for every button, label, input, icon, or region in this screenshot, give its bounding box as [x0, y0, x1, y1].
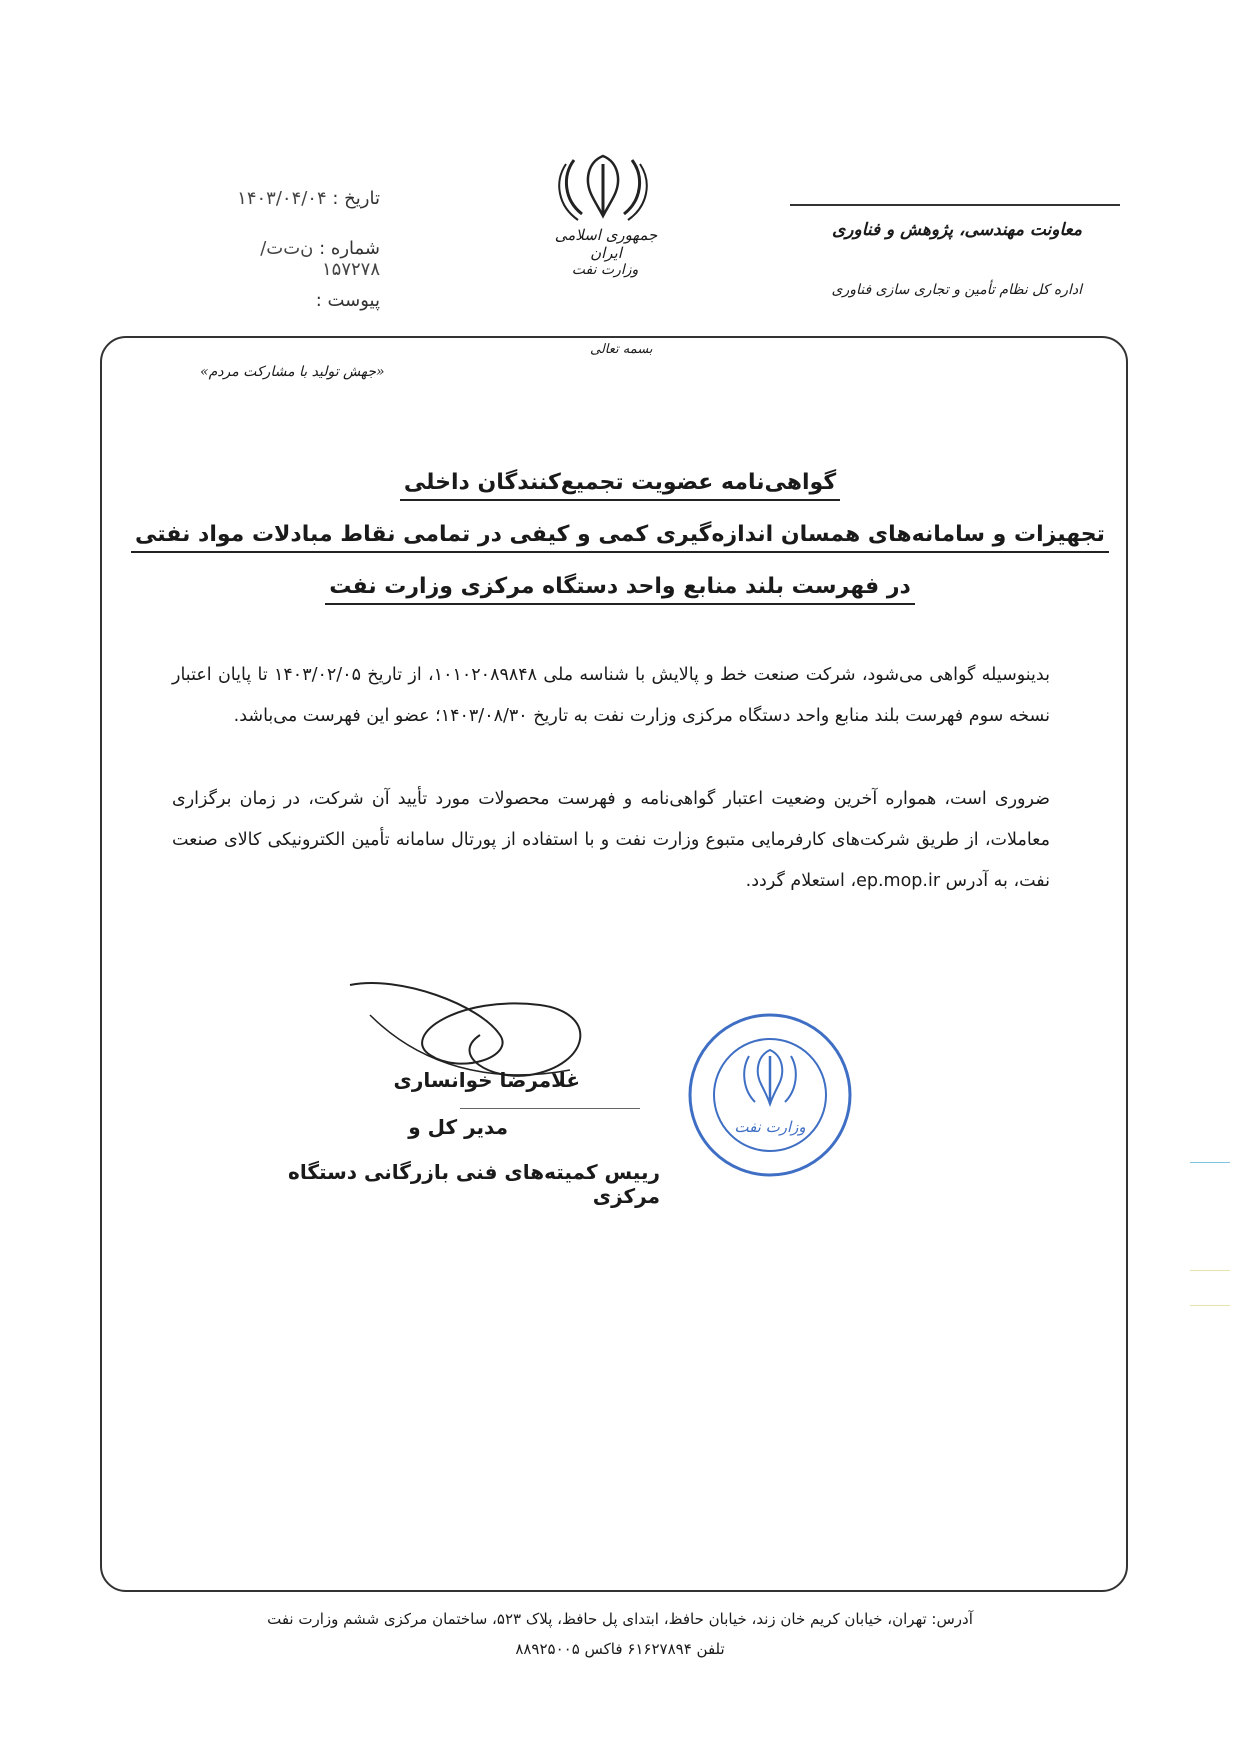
signatory-title-1: مدیر کل و [408, 1115, 508, 1139]
signatory-title-2: رییس کمیته‌های فنی بازرگانی دستگاه مرکزی [288, 1160, 660, 1208]
header-rule [790, 204, 1120, 206]
emblem-caption: جمهوری اسلامی ایران [554, 226, 658, 262]
signatory-name: غلامرضا خوانساری [393, 1068, 580, 1092]
iran-emblem-icon [548, 150, 658, 226]
department-line-1: معاونت مهندسی، پژوهش و فناوری [831, 220, 1082, 240]
date-label: تاریخ : [332, 188, 380, 209]
date-value: ۱۴۰۳/۰۴/۰۴ [237, 188, 327, 209]
attachment-label: پیوست : [315, 290, 380, 311]
signature-underline [460, 1108, 640, 1109]
scan-edge-mark [1190, 1270, 1230, 1271]
certificate-subtitle-text: تجهیزات و سامانه‌های همسان اندازه‌گیری کمی و کیفی در تمامی نقاط مبادلات مواد نفتی [131, 522, 1109, 553]
scan-edge-mark [1190, 1305, 1230, 1306]
certificate-title [0, 470, 1240, 495]
number-row [190, 238, 380, 280]
date-row [190, 188, 380, 209]
attachment-row [190, 290, 380, 311]
department-line-2: اداره کل نظام تأمین و تجاری سازی فناوری [831, 282, 1082, 298]
slogan: «جهش تولید با مشارکت مردم» [200, 364, 385, 380]
footer-address: آدرس: تهران، خیابان کریم خان زند، خیابان حافظ، ابتدای پل حافظ، پلاک ۵۲۳، ساختمان مرکزی ششم وزارت نفت [267, 1610, 973, 1628]
certificate-title-text: گواهی‌نامه عضویت تجمیع‌کنندگان داخلی [400, 470, 840, 501]
number-value: ن‌ت‌ت/ ۱۵۷۲۷۸ [260, 238, 380, 280]
certificate-subtitle [0, 522, 1240, 547]
ministry-name: وزارت نفت [571, 262, 639, 278]
number-label: شماره : [319, 238, 380, 259]
official-stamp-icon [685, 1010, 855, 1180]
body-paragraph-1: بدینوسیله گواهی می‌شود، شرکت صنعت خط و پالایش با شناسه ملی ۱۰۱۰۲۰۸۹۸۴۸، از تاریخ ۱۴۰۳/۰۲/۰۵ تا پایان اعتبار نسخه سوم فهرست بلند منابع واحد دستگاه مرکزی وزارت نفت به تاریخ ۱۴۰۳/۰۸/۳۰؛ عضو این فهرست می‌باشد. [172, 665, 1050, 726]
footer-phones: تلفن ۶۱۶۲۷۸۹۴ فاکس ۸۸۹۲۵۰۰۵ [515, 1640, 725, 1658]
certificate-subtitle-2-text: در فهرست بلند منابع واحد دستگاه مرکزی وزارت نفت [325, 574, 915, 605]
body-paragraph-2: ضروری است، همواره آخرین وضعیت اعتبار گواهی‌نامه و فهرست محصولات مورد تأیید آن شرکت، در زمان برگزاری معاملات، از طریق شرکت‌های کارفرمایی متبوع وزارت نفت و با استفاده از پورتال سامانه تأمین الکترونیکی کالای صنعت نفت، به آدرس ep.mop.ir، استعلام گردد. [172, 789, 1050, 891]
certificate-subtitle-2 [0, 574, 1240, 599]
motto: بسمه تعالی [590, 342, 653, 357]
scan-edge-mark [1190, 1162, 1230, 1163]
stamp-ministry: وزارت نفت [734, 1118, 806, 1136]
